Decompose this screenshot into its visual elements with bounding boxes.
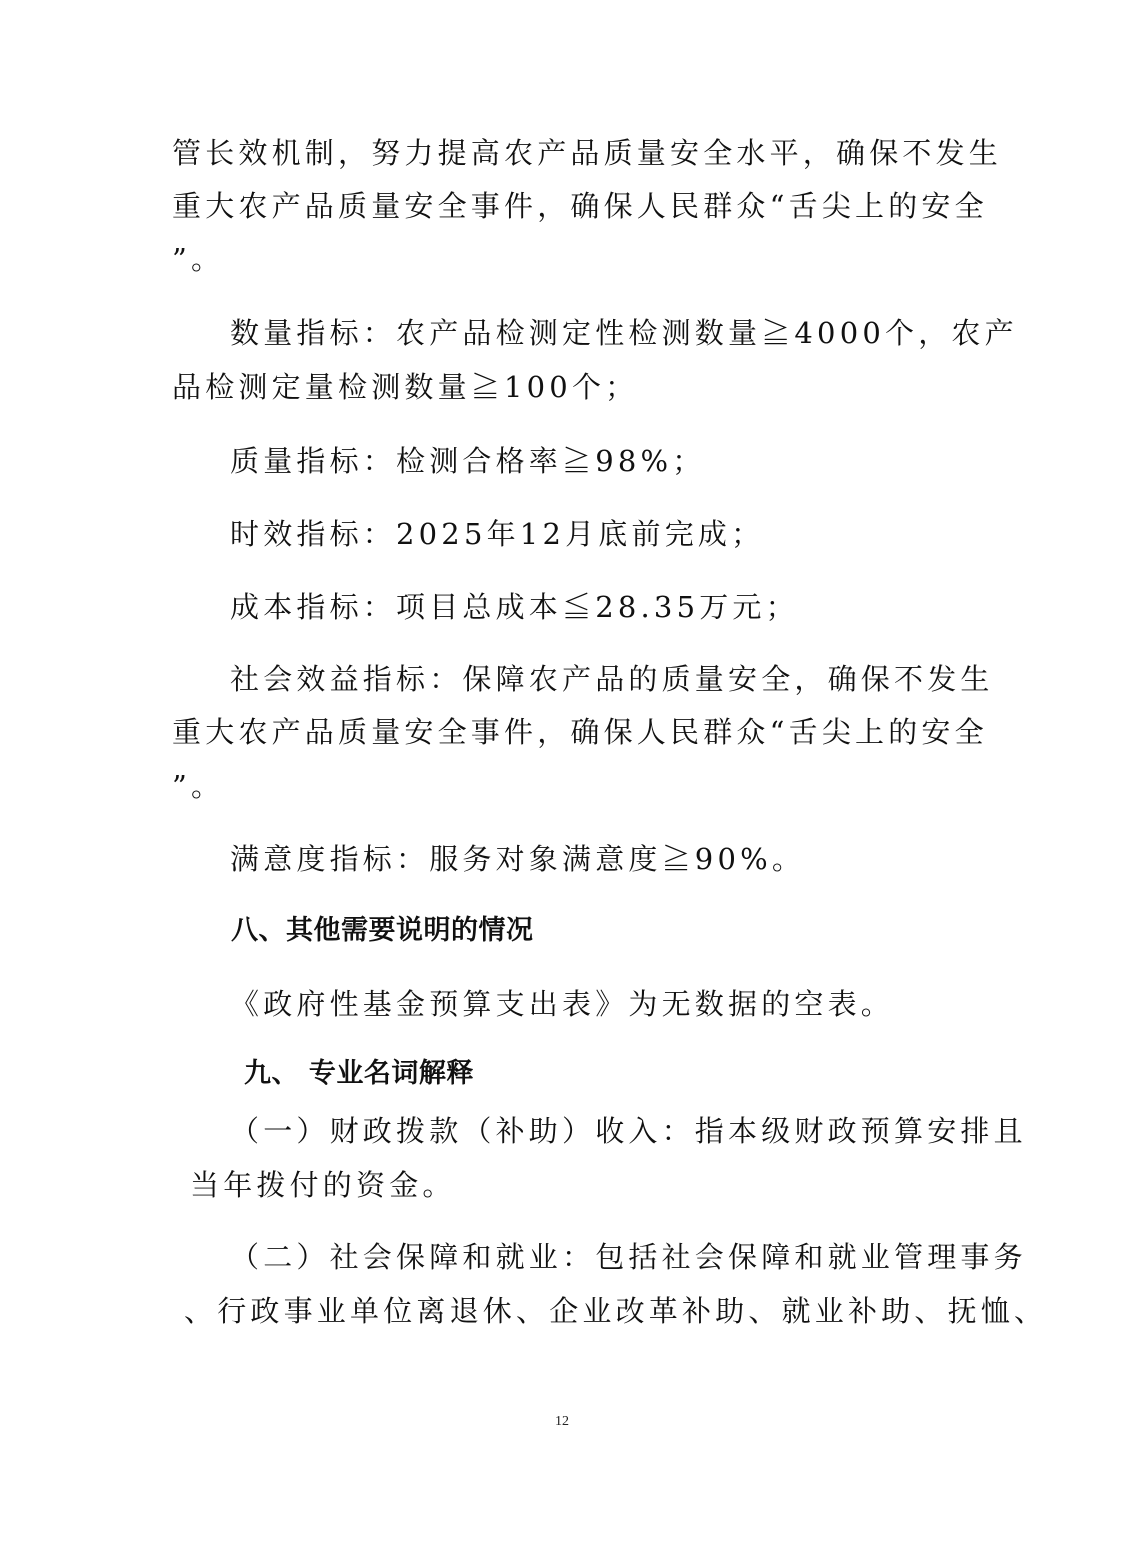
timeliness-indicator-line: 时效指标：2025年12月底前完成； (230, 517, 765, 551)
page-number: 12 (555, 1414, 569, 1429)
term-explanation-line: （一）财政拨款（补助）收入：指本级财政预算安排且 (230, 1114, 1027, 1148)
quantity-indicator-continuation: 品检测定量检测数量≧100个； (172, 370, 639, 404)
satisfaction-indicator-line: 满意度指标：服务对象满意度≧90%。 (230, 842, 806, 876)
social-benefit-closing-quote: ”。 (172, 769, 225, 803)
body-text-line: ”。 (172, 242, 225, 276)
body-text-line: 管长效机制，努力提高农产品质量安全水平，确保不发生 (172, 136, 1003, 170)
cost-indicator-line: 成本指标：项目总成本≦28.35万元； (230, 590, 799, 624)
term-explanation-line: （二）社会保障和就业：包括社会保障和就业管理事务 (230, 1240, 1027, 1274)
social-benefit-continuation: 重大农产品质量安全事件，确保人民群众“舌尖上的安全 (172, 715, 988, 749)
body-text-line: 重大农产品质量安全事件，确保人民群众“舌尖上的安全 (172, 189, 988, 223)
term-explanation-continuation: 当年拨付的资金。 (190, 1168, 456, 1202)
quality-indicator-line: 质量指标：检测合格率≧98%； (230, 444, 706, 478)
government-fund-note-line: 《政府性基金预算支出表》为无数据的空表。 (230, 987, 895, 1021)
section-heading-term-explanations: 九、 专业名词解释 (244, 1058, 474, 1089)
term-explanation-continuation: 、行政事业单位离退休、企业改革补助、就业补助、抚恤、 (184, 1294, 1048, 1328)
section-heading-other-notes: 八、其他需要说明的情况 (231, 915, 534, 946)
social-benefit-indicator-line: 社会效益指标：保障农产品的质量安全，确保不发生 (230, 662, 994, 696)
quantity-indicator-line: 数量指标：农产品检测定性检测数量≧4000个，农产 (230, 316, 1018, 350)
